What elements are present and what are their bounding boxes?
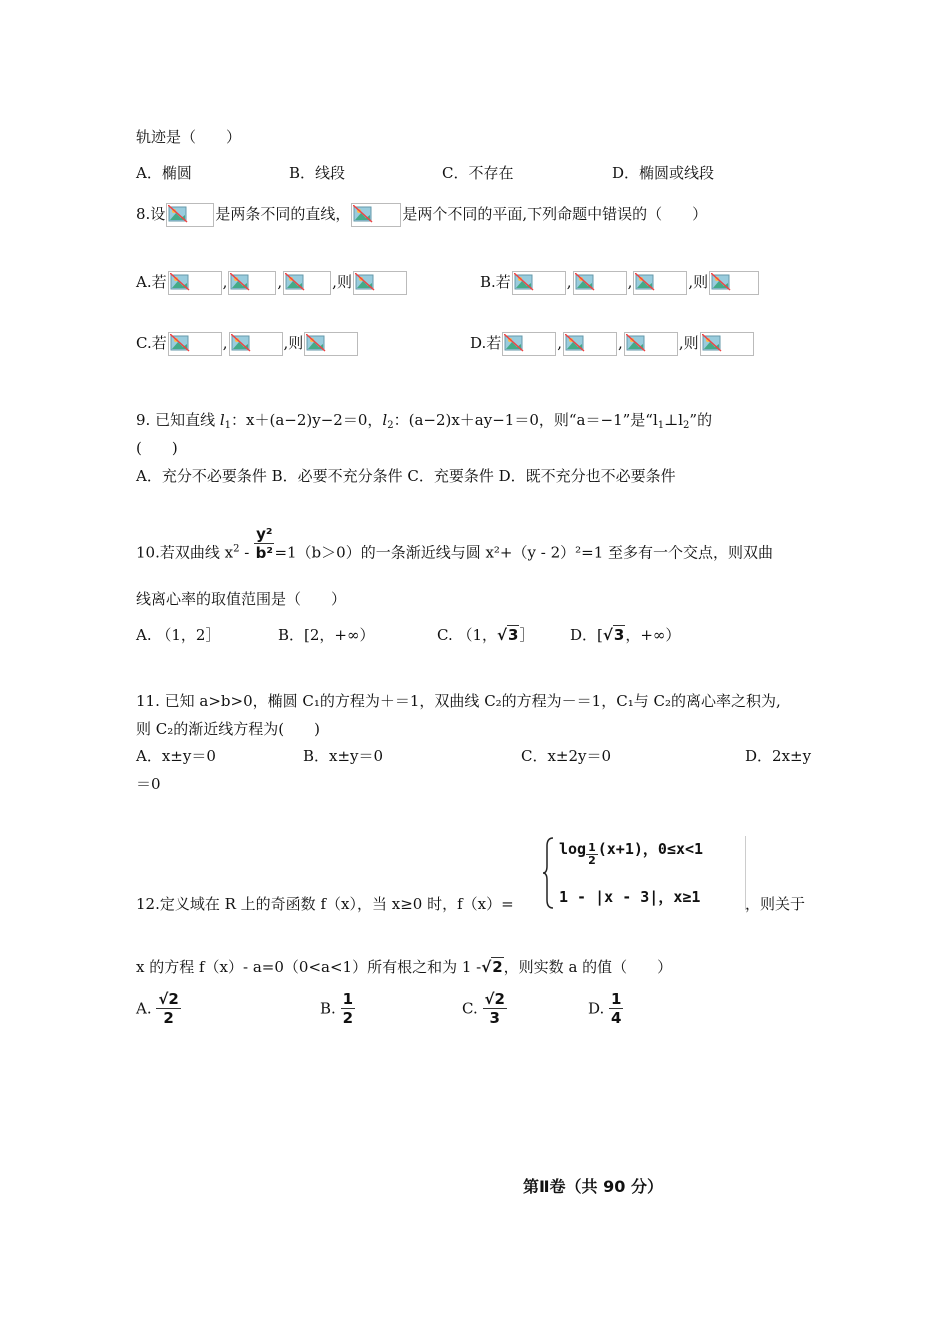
q11-option-d: D．2x±y	[745, 747, 812, 765]
q8-option-a	[136, 271, 408, 295]
piece-1	[559, 838, 703, 867]
comma: ,	[627, 273, 633, 291]
numerator: y²	[256, 525, 273, 543]
then: ,则	[332, 273, 352, 291]
broken-image-icon	[168, 271, 222, 295]
option-label: D.若	[470, 334, 502, 352]
broken-image-icon	[228, 271, 276, 295]
q8-middle: 是两条不同的直线，	[215, 205, 351, 223]
broken-image-icon	[512, 271, 566, 295]
sub: 1	[657, 420, 665, 431]
q10-stem-line2: 线离心率的取值范围是（ ）	[136, 590, 347, 608]
left-brace-icon	[543, 836, 555, 910]
q7-option-a: A．椭圆	[136, 164, 192, 182]
numerator: √2	[158, 990, 179, 1008]
broken-image-icon	[709, 271, 759, 295]
q10-option-c	[437, 625, 535, 645]
broken-image-icon	[168, 332, 222, 356]
q7-option-c: C．不存在	[442, 164, 514, 182]
log-base	[586, 842, 598, 867]
broken-image-icon	[624, 332, 678, 356]
denominator: b²	[255, 544, 273, 562]
section-heading: 第Ⅱ卷（共 90 分）	[523, 1177, 663, 1196]
piecewise-function	[543, 836, 746, 910]
comma: ,	[557, 334, 563, 352]
broken-image-icon	[633, 271, 687, 295]
l1: l	[219, 411, 225, 429]
q12-option-b	[320, 990, 355, 1027]
q12-text: x 的方程 f（x）- a=0（0<a<1）所有根之和为 1 -	[136, 958, 482, 976]
fraction	[156, 990, 180, 1027]
q9-text: ：(a−2)x＋ay−1＝0，则“a＝−1”是“l	[393, 411, 658, 429]
then: ,则	[688, 273, 709, 291]
q10-text: 10.若双曲线 x	[136, 543, 234, 562]
comma: ,	[618, 334, 623, 352]
q7-option-b: B．线段	[289, 164, 346, 182]
fraction-y2-b2	[254, 525, 274, 562]
broken-image-icon	[700, 332, 754, 356]
denominator: 3	[489, 1009, 500, 1027]
piece-2: 1 - |x - 3|，x≥1	[559, 888, 701, 906]
broken-image-icon	[351, 203, 401, 227]
q12-stem-end: ，则关于	[745, 895, 806, 913]
q10-option-a: A. （1，2］	[136, 626, 221, 644]
sup: 2	[233, 543, 240, 555]
comma: ,	[277, 273, 283, 291]
q10-option-d	[570, 625, 680, 645]
opt-text: ，+∞）	[625, 626, 681, 644]
option-label: A.若	[136, 273, 167, 291]
sub: 1	[224, 420, 232, 431]
broken-image-icon	[229, 332, 283, 356]
q10-stem	[136, 525, 774, 572]
option-label: A.	[136, 999, 152, 1018]
q11-option-b: B．x±y＝0	[303, 747, 384, 765]
q9-text: 9. 已知直线	[136, 411, 220, 429]
q7-option-d: D．椭圆或线段	[612, 164, 715, 182]
minus: -	[239, 543, 255, 562]
sqrt: √2	[481, 958, 503, 976]
broken-image-icon	[573, 271, 627, 295]
numerator: 1	[588, 841, 596, 854]
q12-text: ，则实数 a 的值（ ）	[503, 958, 673, 976]
opt-text: D．[	[570, 626, 603, 644]
option-label: D.	[588, 999, 605, 1018]
broken-image-icon	[304, 332, 358, 356]
fraction	[483, 990, 507, 1027]
option-label: C.若	[136, 334, 167, 352]
opt-text: C. （1，	[437, 626, 498, 644]
opt-text: ］	[519, 626, 535, 644]
q9-text: ”的	[689, 411, 713, 429]
q12-stem-line2	[136, 957, 672, 977]
comma: ,	[222, 273, 228, 291]
q8-option-c	[136, 332, 359, 356]
q9-options: A．充分不必要条件 B．必要不充分条件 C．充要条件 D．既不充分也不必要条件	[136, 467, 676, 485]
l2: l	[382, 411, 388, 429]
radicand: 3	[613, 626, 625, 644]
perp: ⊥l	[664, 411, 684, 429]
q8-option-b	[480, 271, 760, 295]
denominator: 4	[611, 1009, 622, 1027]
sqrt: √3	[497, 626, 519, 644]
comma: ,	[566, 273, 572, 291]
broken-image-icon	[502, 332, 556, 356]
q10-text: =1（b＞0）的一条渐近线与圆 x²+（y - 2）²=1 至多有一个交点，则双曲	[274, 543, 774, 562]
radicand: 3	[508, 626, 519, 644]
option-label: B.	[320, 999, 336, 1018]
fraction	[341, 990, 355, 1027]
fraction	[609, 990, 623, 1027]
broken-image-icon	[166, 203, 214, 227]
q9-stem	[136, 410, 712, 436]
piece-text: (x+1)，0≤x<1	[597, 840, 704, 858]
sub: 2	[387, 420, 394, 431]
q11-option-c: C．x±2y＝0	[521, 747, 612, 765]
option-label: B.若	[480, 273, 511, 291]
broken-image-icon	[563, 332, 617, 356]
broken-image-icon	[283, 271, 331, 295]
q11-stem: 11. 已知 a>b>0，椭圆 C₁的方程为＋＝1，双曲线 C₂的方程为－＝1，C₁与 C₂的离心率之积为,	[136, 692, 781, 710]
then: ,则	[283, 334, 304, 352]
denominator: 2	[163, 1009, 174, 1027]
numerator: √2	[484, 990, 505, 1008]
q11-stem-line2: 则 C₂的渐近线方程为( )	[136, 720, 320, 738]
q11-option-d-cont: ＝0	[136, 775, 161, 793]
sqrt: √3	[602, 626, 625, 644]
q11-option-a: A．x±y＝0	[136, 747, 216, 765]
q12-option-a	[136, 990, 181, 1027]
option-label: C.	[462, 999, 478, 1018]
broken-image-icon	[353, 271, 407, 295]
q12-stem: 12.定义域在 R 上的奇函数 f（x），当 x≥0 时，f（x）=	[136, 895, 514, 913]
log: log	[559, 840, 587, 858]
sub: 2	[683, 420, 690, 431]
q8-suffix: 是两个不同的平面,下列命题中错误的（ ）	[402, 205, 708, 223]
q8-stem	[136, 203, 707, 227]
q8-option-d	[470, 332, 755, 356]
numerator: 1	[611, 990, 622, 1008]
comma: ,	[222, 334, 228, 352]
numerator: 1	[342, 990, 354, 1008]
denominator: 2	[588, 854, 596, 867]
q9-answer-paren: ( )	[136, 439, 178, 457]
then: ,则	[678, 334, 699, 352]
q9-text: ：x＋(a−2)y−2＝0，	[231, 411, 383, 429]
q8-prefix: 8.设	[136, 205, 166, 223]
q12-option-c	[462, 990, 507, 1027]
denominator: 2	[342, 1009, 354, 1027]
q10-option-b: B．[2，+∞）	[278, 626, 375, 644]
radicand: 2	[492, 958, 503, 976]
q7-stem-end: 轨迹是（ ）	[136, 128, 242, 146]
q12-option-d	[588, 990, 623, 1027]
